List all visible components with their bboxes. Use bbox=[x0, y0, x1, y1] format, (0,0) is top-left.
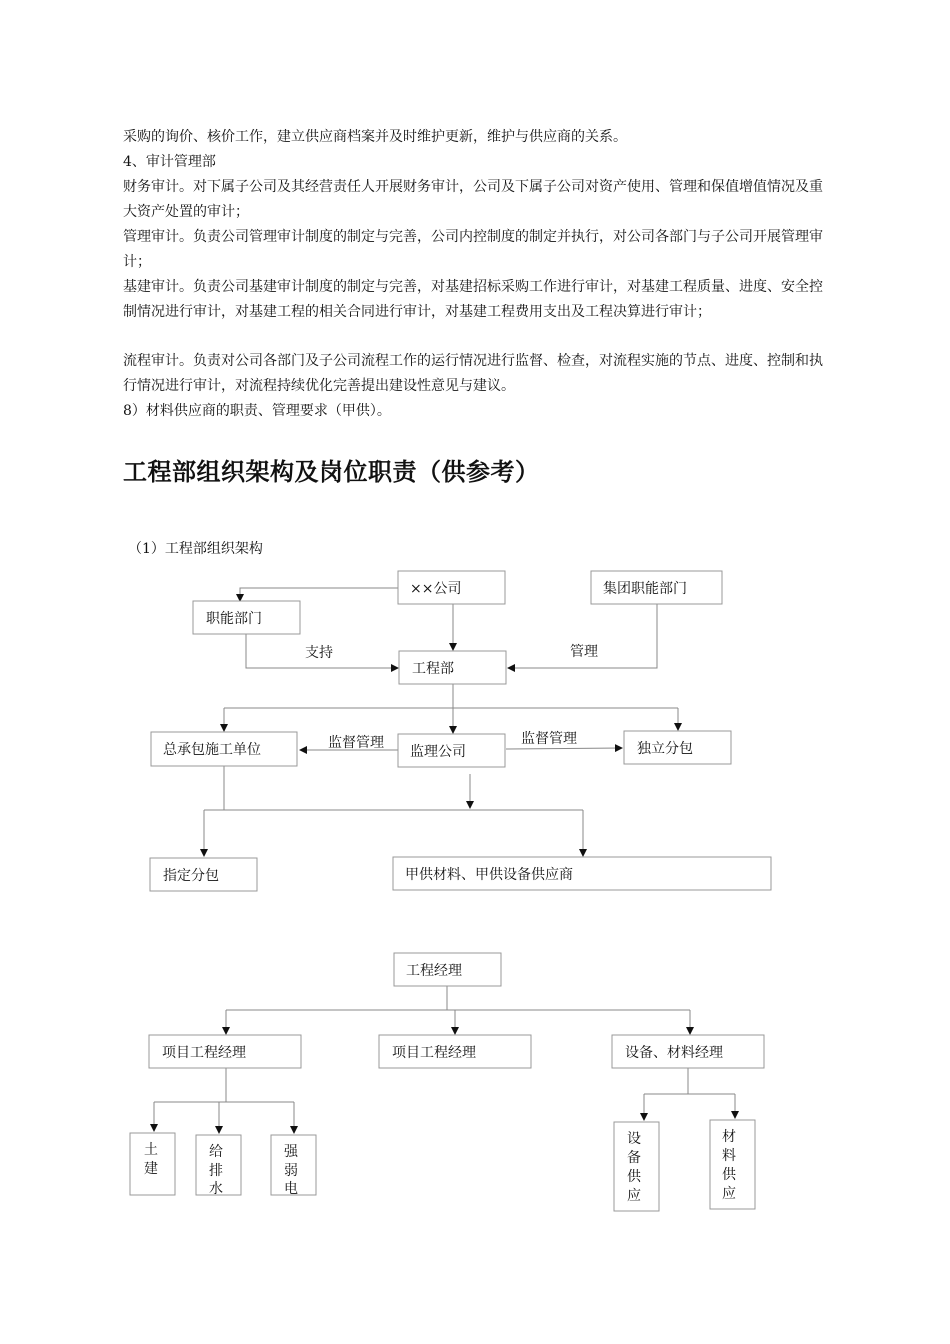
org2-box-equip-material-manager bbox=[612, 1035, 764, 1068]
paragraph-financial-audit: 财务审计。对下属子公司及其经营责任人开展财务审计，公司及下属子公司对资产使用、管理和保值增值情况及重大资产处置的审计； bbox=[123, 179, 823, 220]
svg-text:甲供材料、甲供设备供应商: 甲供材料、甲供设备供应商 bbox=[405, 867, 573, 883]
org1-box-func-dept bbox=[193, 601, 300, 634]
svg-text:监理公司: 监理公司 bbox=[410, 744, 466, 760]
svg-text:强: 强 bbox=[284, 1144, 298, 1160]
svg-text:设备、材料经理: 设备、材料经理 bbox=[625, 1045, 723, 1061]
org2-box-civil bbox=[130, 1133, 175, 1195]
svg-text:备: 备 bbox=[627, 1150, 641, 1166]
svg-text:料: 料 bbox=[722, 1148, 736, 1164]
org1-box-owner-supply bbox=[393, 857, 771, 890]
svg-text:应: 应 bbox=[627, 1188, 641, 1204]
org2-box-pm1 bbox=[149, 1035, 301, 1068]
org2-box-electrical bbox=[271, 1135, 316, 1197]
org1-box-supervision bbox=[398, 734, 505, 767]
svg-text:指定分包: 指定分包 bbox=[163, 868, 219, 884]
svg-text:水: 水 bbox=[209, 1181, 223, 1197]
svg-text:总承包施工单位: 总承包施工单位 bbox=[163, 742, 261, 758]
org2-box-equip-supply bbox=[614, 1122, 659, 1211]
org2-box-plumbing bbox=[196, 1135, 241, 1197]
svg-text:供: 供 bbox=[722, 1167, 736, 1183]
org2-box-material-supply bbox=[710, 1120, 755, 1209]
section-heading-audit: 4、审计管理部 bbox=[123, 154, 216, 170]
org1-box-group-dept bbox=[591, 571, 722, 604]
svg-text:职能部门: 职能部门 bbox=[206, 611, 262, 627]
org1-box-eng-dept bbox=[399, 651, 506, 684]
org1-box-company bbox=[398, 571, 505, 604]
svg-text:弱: 弱 bbox=[284, 1163, 298, 1179]
svg-text:材: 材 bbox=[722, 1129, 736, 1145]
svg-text:工程部: 工程部 bbox=[412, 661, 454, 677]
org1-box-designated-sub bbox=[150, 858, 257, 891]
paragraph-process-audit: 流程审计。负责对公司各部门及子公司流程工作的运行情况进行监督、检查，对流程实施的节点、进度、控制和执行情况进行审计，对流程持续优化完善提出建设性意见与建议。 bbox=[123, 353, 823, 394]
org2-box-pm2 bbox=[379, 1035, 531, 1068]
page-title: 工程部组织架构及岗位职责（供参考） bbox=[123, 458, 540, 486]
paragraph-supplier-heading: 8）材料供应商的职责、管理要求（甲供）。 bbox=[123, 403, 391, 419]
svg-text:排: 排 bbox=[209, 1163, 223, 1179]
label-support: 支持 bbox=[305, 645, 333, 661]
label-supervise-right: 监督管理 bbox=[521, 731, 577, 747]
label-supervise-left: 监督管理 bbox=[328, 735, 384, 751]
svg-text:项目工程经理: 项目工程经理 bbox=[162, 1045, 246, 1061]
svg-text:给: 给 bbox=[209, 1144, 223, 1160]
svg-text:项目工程经理: 项目工程经理 bbox=[392, 1045, 476, 1061]
org2-box-manager bbox=[394, 953, 501, 986]
org1-box-independent-sub bbox=[624, 731, 731, 764]
label-manage: 管理 bbox=[570, 644, 598, 660]
svg-text:土: 土 bbox=[144, 1142, 158, 1158]
svg-text:应: 应 bbox=[722, 1186, 736, 1202]
paragraph-management-audit: 管理审计。负责公司管理审计制度的制定与完善，公司内控制度的制定并执行，对公司各部门与子公司开展管理审计； bbox=[123, 229, 823, 270]
svg-text:建: 建 bbox=[144, 1161, 158, 1177]
svg-text:电: 电 bbox=[284, 1181, 298, 1197]
svg-text:设: 设 bbox=[627, 1131, 641, 1147]
svg-text:集团职能部门: 集团职能部门 bbox=[603, 581, 687, 597]
svg-text:供: 供 bbox=[627, 1169, 641, 1185]
paragraph-construction-audit: 基建审计。负责公司基建审计制度的制定与完善，对基建招标采购工作进行审计，对基建工程质量、进度、安全控制情况进行审计，对基建工程的相关合同进行审计，对基建工程费用支出及工程决算进行审计； bbox=[123, 279, 823, 320]
svg-text:独立分包: 独立分包 bbox=[637, 741, 693, 757]
org1-box-general-contractor bbox=[151, 732, 297, 766]
paragraph-procurement: 采购的询价、核价工作，建立供应商档案并及时维护更新，维护与供应商的关系。 bbox=[123, 129, 627, 145]
svg-text:××公司: ××公司 bbox=[410, 581, 462, 597]
svg-text:工程经理: 工程经理 bbox=[406, 963, 462, 979]
org-chart-subheading: （1）工程部组织架构 bbox=[128, 541, 263, 557]
